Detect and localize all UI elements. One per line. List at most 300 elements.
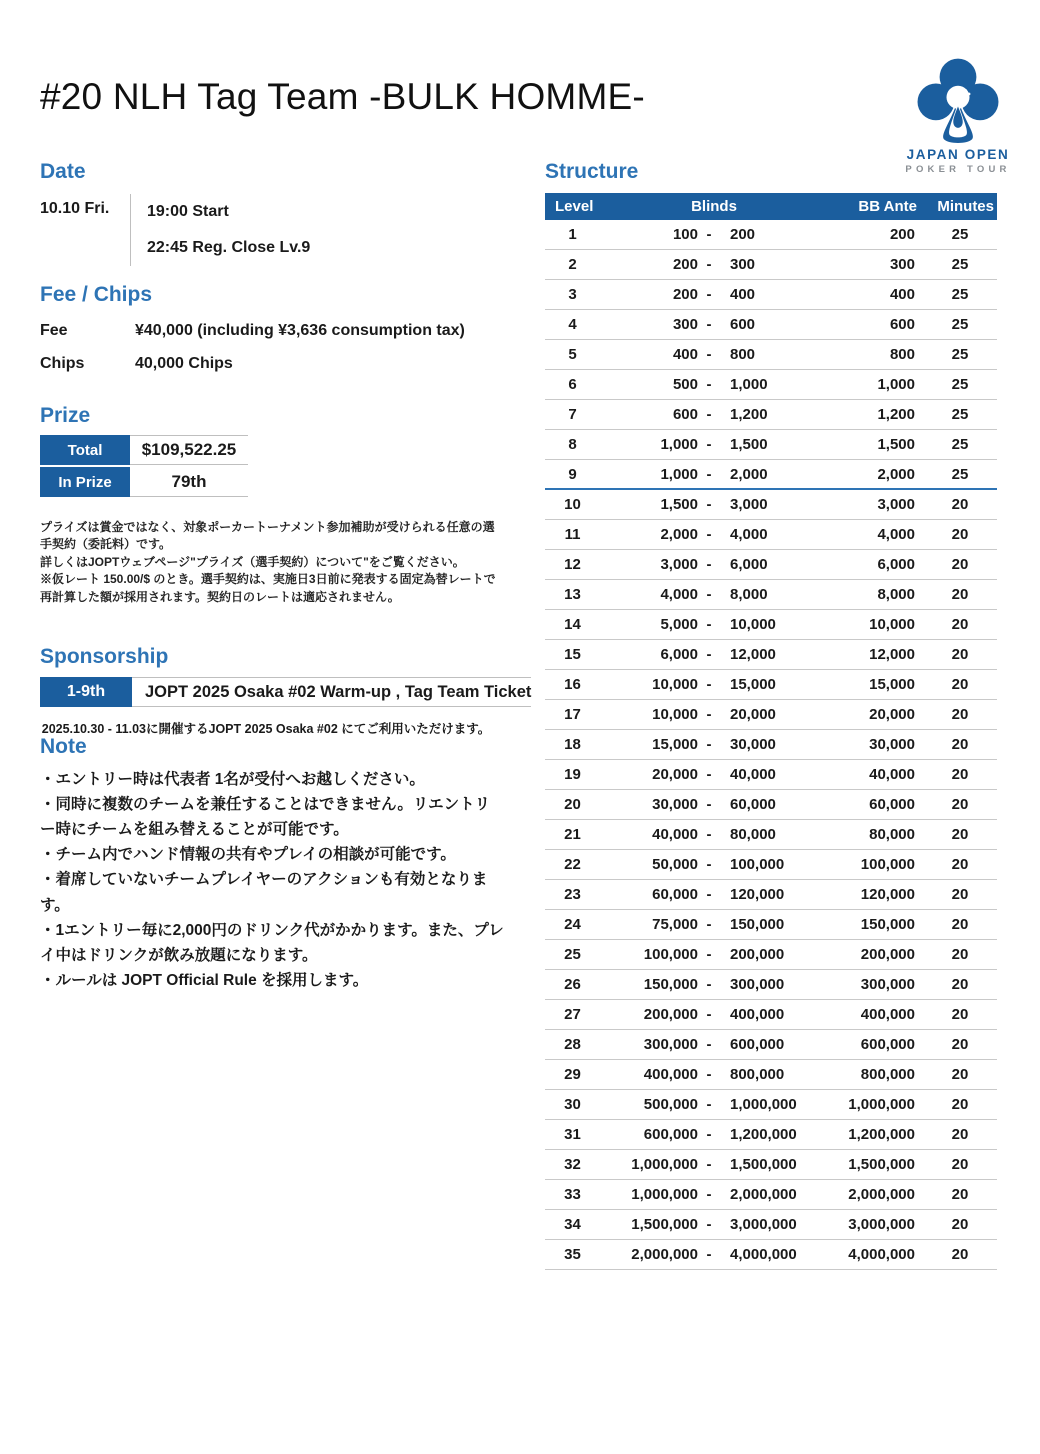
bb-ante-cell: 10,000 — [869, 616, 915, 633]
bb-ante-cell: 400,000 — [860, 1006, 915, 1023]
big-blind-cell: 10,000 — [730, 616, 776, 633]
big-blind-cell: 80,000 — [730, 826, 776, 843]
bb-ante-cell: 200,000 — [860, 946, 915, 963]
big-blind-cell: 1,000,000 — [730, 1096, 797, 1113]
bb-ante-cell: 12,000 — [869, 646, 915, 663]
blinds-dash: - — [706, 406, 712, 423]
bb-ante-cell: 40,000 — [869, 766, 915, 783]
big-blind-cell: 4,000 — [730, 526, 768, 543]
sponsorship-rank-badge: 1-9th — [40, 677, 132, 707]
bb-ante-cell: 2,000,000 — [848, 1186, 915, 1203]
blinds-dash: - — [706, 676, 712, 693]
level-cell: 27 — [564, 1006, 581, 1023]
level-cell: 12 — [564, 556, 581, 573]
level-cell: 16 — [564, 676, 581, 693]
big-blind-cell: 2,000,000 — [730, 1186, 797, 1203]
bb-ante-cell: 4,000,000 — [848, 1246, 915, 1263]
page-title: #20 NLH Tag Team -BULK HOMME- — [40, 76, 645, 117]
minutes-cell: 20 — [951, 1156, 969, 1173]
blinds-dash: - — [706, 465, 712, 483]
big-blind-cell: 3,000,000 — [730, 1216, 797, 1233]
date-section — [40, 160, 500, 266]
big-blind-cell: 12,000 — [730, 646, 776, 663]
big-blind-cell: 120,000 — [730, 886, 785, 903]
blinds-dash: - — [706, 1156, 712, 1173]
big-blind-cell: 200,000 — [730, 946, 785, 963]
note-item: ・エントリー時は代表者 1名が受付へお越しください。 — [40, 771, 425, 788]
structure-row — [545, 610, 997, 640]
note-item: ・チーム内でハンド情報の共有やプレイの相談が可能です。 — [40, 846, 456, 864]
small-blind-cell: 2,000 — [660, 526, 698, 543]
structure-row — [545, 1210, 997, 1240]
big-blind-cell: 1,200,000 — [730, 1126, 797, 1143]
level-cell: 23 — [564, 886, 581, 903]
blinds-dash: - — [706, 1096, 712, 1113]
structure-row — [545, 1150, 997, 1180]
small-blind-cell: 4,000 — [660, 586, 698, 603]
bb-ante-cell: 6,000 — [877, 556, 915, 573]
reg-close-time: 22:45 Reg. Close Lv.9 — [147, 239, 311, 256]
level-cell: 20 — [564, 796, 581, 813]
level-cell: 11 — [564, 526, 581, 543]
minutes-cell: 25 — [951, 346, 969, 363]
small-blind-cell: 150,000 — [643, 976, 698, 993]
minutes-cell: 20 — [951, 1186, 969, 1203]
structure-row — [545, 370, 997, 400]
note-item: ・同時に複数のチームを兼任することはできません。リエントリー時にチームを組み替えることが可能です。 — [40, 796, 491, 839]
blinds-dash: - — [706, 1246, 712, 1263]
blinds-dash: - — [706, 346, 712, 363]
big-blind-cell: 200 — [730, 226, 756, 243]
blinds-dash: - — [706, 376, 712, 393]
minutes-cell: 20 — [951, 1066, 969, 1083]
level-cell: 25 — [564, 946, 581, 963]
small-blind-cell: 50,000 — [652, 856, 698, 873]
level-cell: 22 — [564, 856, 581, 873]
level-cell: 6 — [568, 376, 577, 393]
structure-row — [545, 820, 997, 850]
small-blind-cell: 10,000 — [652, 676, 698, 693]
minutes-cell: 20 — [951, 1096, 969, 1113]
bb-ante-cell: 300,000 — [860, 976, 915, 993]
bb-ante-cell: 600 — [889, 316, 915, 333]
prize-inprize-row — [40, 467, 500, 497]
minutes-cell: 20 — [951, 976, 969, 993]
blinds-dash: - — [706, 556, 712, 573]
structure-row — [545, 310, 997, 340]
blinds-dash: - — [706, 256, 712, 273]
blinds-dash: - — [706, 1006, 712, 1023]
blinds-dash: - — [706, 1126, 712, 1143]
big-blind-cell: 60,000 — [730, 796, 776, 813]
minutes-cell: 20 — [951, 496, 969, 513]
prize-disclaimer — [40, 519, 502, 606]
small-blind-cell: 300,000 — [643, 1036, 698, 1053]
minutes-cell: 20 — [951, 556, 969, 573]
level-cell: 9 — [568, 465, 577, 483]
bb-ante-cell: 800 — [889, 346, 915, 363]
prize-inprize-label: In Prize — [40, 467, 130, 497]
minutes-cell: 20 — [951, 796, 969, 813]
small-blind-cell: 20,000 — [652, 766, 698, 783]
chips-label: Chips — [40, 355, 85, 372]
chips-value: 40,000 Chips — [135, 355, 233, 372]
big-blind-cell: 1,200 — [730, 406, 768, 423]
big-blind-cell: 1,500 — [730, 436, 768, 453]
blinds-dash: - — [706, 1186, 712, 1203]
blinds-dash: - — [706, 586, 712, 603]
bb-ante-cell: 30,000 — [869, 736, 915, 753]
disclaimer-line: プライズは賞金ではなく、対象ポーカートーナメント参加補助が受けられる任意の選手契約（委託料）です。 — [40, 520, 495, 552]
blinds-dash: - — [706, 796, 712, 813]
bb-ante-cell: 1,500,000 — [848, 1156, 915, 1173]
date-day: 10.10 Fri. — [40, 200, 110, 217]
minutes-cell: 20 — [951, 1246, 969, 1263]
date-heading: Date — [40, 160, 86, 183]
level-cell: 1 — [568, 226, 577, 243]
big-blind-cell: 800,000 — [730, 1066, 785, 1083]
big-blind-cell: 15,000 — [730, 676, 776, 693]
minutes-cell: 20 — [951, 856, 969, 873]
note-item: ・1エントリー毎に2,000円のドリンク代がかかります。また、プレイ中はドリンクが飲み放題になります。 — [40, 921, 504, 964]
big-blind-cell: 20,000 — [730, 706, 776, 723]
bb-ante-cell: 1,500 — [877, 436, 915, 453]
sponsorship-note: 2025.10.30 - 11.03に開催するJOPT 2025 Osaka #02 にてご利用いただけます。 — [41, 722, 491, 736]
blinds-dash: - — [706, 496, 712, 513]
small-blind-cell: 1,000 — [660, 465, 698, 483]
fee-row — [40, 322, 500, 340]
big-blind-cell: 4,000,000 — [730, 1246, 797, 1263]
blinds-dash: - — [706, 766, 712, 783]
small-blind-cell: 100 — [672, 226, 698, 243]
bb-ante-cell: 120,000 — [860, 886, 915, 903]
blinds-dash: - — [706, 226, 712, 243]
blinds-dash: - — [706, 286, 712, 303]
structure-row — [545, 220, 997, 250]
prize-total-value: $109,522.25 — [130, 435, 248, 465]
minutes-cell: 20 — [951, 826, 969, 843]
big-blind-cell: 40,000 — [730, 766, 776, 783]
big-blind-cell: 2,000 — [730, 465, 768, 483]
structure-row — [545, 460, 997, 490]
small-blind-cell: 400 — [672, 346, 698, 363]
small-blind-cell: 1,000,000 — [631, 1186, 698, 1203]
col-header-bb-ante: BB Ante — [858, 198, 917, 215]
blinds-dash: - — [706, 856, 712, 873]
minutes-cell: 20 — [951, 736, 969, 753]
date-times — [130, 194, 310, 266]
structure-row — [545, 880, 997, 910]
bb-ante-cell: 20,000 — [869, 706, 915, 723]
big-blind-cell: 600,000 — [730, 1036, 785, 1053]
structure-row — [545, 400, 997, 430]
small-blind-cell: 600 — [672, 406, 698, 423]
structure-row — [545, 760, 997, 790]
small-blind-cell: 6,000 — [660, 646, 698, 663]
small-blind-cell: 200 — [672, 286, 698, 303]
structure-row — [545, 790, 997, 820]
structure-row — [545, 520, 997, 550]
blinds-dash: - — [706, 916, 712, 933]
structure-table-header — [545, 193, 997, 220]
level-cell: 17 — [564, 706, 581, 723]
big-blind-cell: 400 — [730, 286, 756, 303]
structure-row — [545, 850, 997, 880]
small-blind-cell: 30,000 — [652, 796, 698, 813]
structure-row — [545, 640, 997, 670]
bb-ante-cell: 15,000 — [869, 676, 915, 693]
small-blind-cell: 1,000,000 — [631, 1156, 698, 1173]
blinds-dash: - — [706, 886, 712, 903]
sponsorship-row — [40, 677, 532, 707]
minutes-cell: 25 — [951, 226, 969, 243]
small-blind-cell: 1,500 — [660, 496, 698, 513]
big-blind-cell: 800 — [730, 346, 756, 363]
bb-ante-cell: 4,000 — [877, 526, 915, 543]
big-blind-cell: 8,000 — [730, 586, 768, 603]
prize-section — [40, 404, 500, 499]
level-cell: 26 — [564, 976, 581, 993]
big-blind-cell: 600 — [730, 316, 756, 333]
big-blind-cell: 1,000 — [730, 376, 768, 393]
structure-row — [545, 580, 997, 610]
level-cell: 7 — [568, 406, 577, 423]
structure-row — [545, 490, 997, 520]
bb-ante-cell: 200 — [889, 226, 915, 243]
minutes-cell: 20 — [951, 946, 969, 963]
bb-ante-cell: 3,000 — [877, 496, 915, 513]
fee-value: ¥40,000 (including ¥3,636 consumption tax) — [135, 322, 465, 339]
date-body — [40, 194, 500, 266]
jopt-logo — [893, 54, 1023, 175]
minutes-cell: 20 — [951, 1216, 969, 1233]
minutes-cell: 20 — [951, 886, 969, 903]
fee-label: Fee — [40, 322, 68, 339]
level-cell: 18 — [564, 736, 581, 753]
bb-ante-cell: 2,000 — [877, 465, 915, 483]
bb-ante-cell: 1,200,000 — [848, 1126, 915, 1143]
minutes-cell: 25 — [951, 286, 969, 303]
structure-heading: Structure — [545, 160, 639, 183]
big-blind-cell: 400,000 — [730, 1006, 785, 1023]
bb-ante-cell: 1,000 — [877, 376, 915, 393]
structure-row — [545, 340, 997, 370]
note-heading: Note — [40, 735, 87, 758]
disclaimer-line: 詳しくはJOPTウェブページ"プライズ（選手契約）について"をご覧ください。 — [40, 554, 465, 569]
small-blind-cell: 2,000,000 — [631, 1246, 698, 1263]
level-cell: 29 — [564, 1066, 581, 1083]
level-cell: 21 — [564, 826, 581, 843]
small-blind-cell: 200 — [672, 256, 698, 273]
structure-row — [545, 1060, 997, 1090]
level-cell: 33 — [564, 1186, 581, 1203]
level-cell: 13 — [564, 586, 581, 603]
blinds-dash: - — [706, 946, 712, 963]
big-blind-cell: 1,500,000 — [730, 1156, 797, 1173]
level-cell: 4 — [568, 316, 577, 333]
bb-ante-cell: 100,000 — [860, 856, 915, 873]
small-blind-cell: 15,000 — [652, 736, 698, 753]
level-cell: 28 — [564, 1036, 581, 1053]
minutes-cell: 20 — [951, 1036, 969, 1053]
minutes-cell: 20 — [951, 706, 969, 723]
small-blind-cell: 200,000 — [643, 1006, 698, 1023]
structure-row — [545, 730, 997, 760]
structure-row — [545, 280, 997, 310]
disclaimer-line: ※仮レート 150.00/$ のとき。選手契約は、実施日3日前に発表する固定為替レートで再計算した額が採用されます。契約日のレートは適応されません。 — [40, 572, 496, 604]
blinds-dash: - — [706, 706, 712, 723]
level-cell: 19 — [564, 766, 581, 783]
level-cell: 31 — [564, 1126, 581, 1143]
structure-row — [545, 940, 997, 970]
prize-table — [40, 435, 500, 497]
prize-total-label: Total — [40, 435, 130, 465]
minutes-cell: 20 — [951, 646, 969, 663]
structure-row — [545, 910, 997, 940]
structure-row — [545, 1180, 997, 1210]
small-blind-cell: 60,000 — [652, 886, 698, 903]
col-header-blinds: Blinds — [691, 198, 737, 215]
fee-chips-heading: Fee / Chips — [40, 283, 153, 306]
minutes-cell: 25 — [951, 256, 969, 273]
level-cell: 24 — [564, 916, 581, 933]
bb-ante-cell: 300 — [889, 256, 915, 273]
big-blind-cell: 150,000 — [730, 916, 785, 933]
minutes-cell: 20 — [951, 766, 969, 783]
small-blind-cell: 400,000 — [643, 1066, 698, 1083]
level-cell: 15 — [564, 646, 581, 663]
structure-row — [545, 430, 997, 460]
minutes-cell: 25 — [951, 316, 969, 333]
minutes-cell: 20 — [951, 616, 969, 633]
note-body — [40, 767, 505, 993]
big-blind-cell: 30,000 — [730, 736, 776, 753]
level-cell: 10 — [564, 496, 581, 513]
small-blind-cell: 600,000 — [643, 1126, 698, 1143]
level-cell: 2 — [568, 256, 577, 273]
bb-ante-cell: 400 — [889, 286, 915, 303]
big-blind-cell: 100,000 — [730, 856, 785, 873]
prize-inprize-value: 79th — [130, 467, 248, 497]
minutes-cell: 25 — [951, 436, 969, 453]
structure-row — [545, 1030, 997, 1060]
blinds-dash: - — [706, 526, 712, 543]
bb-ante-cell: 600,000 — [860, 1036, 915, 1053]
structure-row — [545, 1120, 997, 1150]
structure-row — [545, 1090, 997, 1120]
structure-row — [545, 700, 997, 730]
big-blind-cell: 300 — [730, 256, 756, 273]
structure-row — [545, 1240, 997, 1270]
minutes-cell: 20 — [951, 1006, 969, 1023]
prize-total-row — [40, 435, 500, 465]
big-blind-cell: 300,000 — [730, 976, 785, 993]
level-cell: 5 — [568, 346, 577, 363]
blinds-dash: - — [706, 616, 712, 633]
sponsorship-heading: Sponsorship — [40, 645, 169, 668]
structure-row — [545, 670, 997, 700]
chips-row — [40, 355, 500, 373]
sponsorship-section — [40, 645, 532, 737]
small-blind-cell: 500 — [672, 376, 698, 393]
minutes-cell: 20 — [951, 916, 969, 933]
start-time: 19:00 Start — [147, 203, 229, 220]
level-cell: 30 — [564, 1096, 581, 1113]
small-blind-cell: 75,000 — [652, 916, 698, 933]
blinds-dash: - — [706, 1036, 712, 1053]
blinds-dash: - — [706, 436, 712, 453]
small-blind-cell: 3,000 — [660, 556, 698, 573]
bb-ante-cell: 60,000 — [869, 796, 915, 813]
structure-row — [545, 970, 997, 1000]
bb-ante-cell: 150,000 — [860, 916, 915, 933]
bb-ante-cell: 3,000,000 — [848, 1216, 915, 1233]
note-section — [40, 735, 505, 993]
logo-name: JAPAN OPEN — [906, 147, 1010, 162]
structure-section — [545, 160, 997, 1270]
minutes-cell: 25 — [951, 376, 969, 393]
note-item: ・着席していないチームプレイヤーのアクションも有効となります。 — [40, 871, 488, 914]
blinds-dash: - — [706, 316, 712, 333]
blinds-dash: - — [706, 976, 712, 993]
small-blind-cell: 500,000 — [643, 1096, 698, 1113]
minutes-cell: 20 — [951, 526, 969, 543]
note-item: ・ルールは JOPT Official Rule を採用します。 — [40, 971, 369, 989]
small-blind-cell: 10,000 — [652, 706, 698, 723]
col-header-level: Level — [555, 198, 594, 215]
small-blind-cell: 300 — [672, 316, 698, 333]
level-cell: 32 — [564, 1156, 581, 1173]
structure-row — [545, 550, 997, 580]
level-cell: 34 — [564, 1216, 581, 1233]
minutes-cell: 25 — [951, 465, 969, 483]
minutes-cell: 20 — [951, 676, 969, 693]
small-blind-cell: 40,000 — [652, 826, 698, 843]
structure-table-body — [545, 220, 997, 1270]
minutes-cell: 20 — [951, 1126, 969, 1143]
small-blind-cell: 5,000 — [660, 616, 698, 633]
blinds-dash: - — [706, 1066, 712, 1083]
small-blind-cell: 1,500,000 — [631, 1216, 698, 1233]
blinds-dash: - — [706, 826, 712, 843]
bb-ante-cell: 80,000 — [869, 826, 915, 843]
big-blind-cell: 3,000 — [730, 496, 768, 513]
level-cell: 14 — [564, 616, 581, 633]
small-blind-cell: 100,000 — [643, 946, 698, 963]
structure-row — [545, 250, 997, 280]
club-drop-icon — [893, 54, 1023, 146]
sponsorship-reward: JOPT 2025 Osaka #02 Warm-up , Tag Team Ticket — [132, 677, 531, 707]
fee-chips-section — [40, 283, 500, 373]
level-cell: 3 — [568, 286, 577, 303]
logo-tagline: POKER TOUR — [905, 164, 1011, 175]
bb-ante-cell: 1,000,000 — [848, 1096, 915, 1113]
minutes-cell: 25 — [951, 406, 969, 423]
level-cell: 8 — [568, 436, 577, 453]
blinds-dash: - — [706, 646, 712, 663]
level-cell: 35 — [564, 1246, 581, 1263]
bb-ante-cell: 800,000 — [860, 1066, 915, 1083]
blinds-dash: - — [706, 1216, 712, 1233]
structure-row — [545, 1000, 997, 1030]
minutes-cell: 20 — [951, 586, 969, 603]
small-blind-cell: 1,000 — [660, 436, 698, 453]
big-blind-cell: 6,000 — [730, 556, 768, 573]
bb-ante-cell: 1,200 — [877, 406, 915, 423]
col-header-minutes: Minutes — [937, 198, 994, 215]
prize-heading: Prize — [40, 404, 91, 427]
bb-ante-cell: 8,000 — [877, 586, 915, 603]
